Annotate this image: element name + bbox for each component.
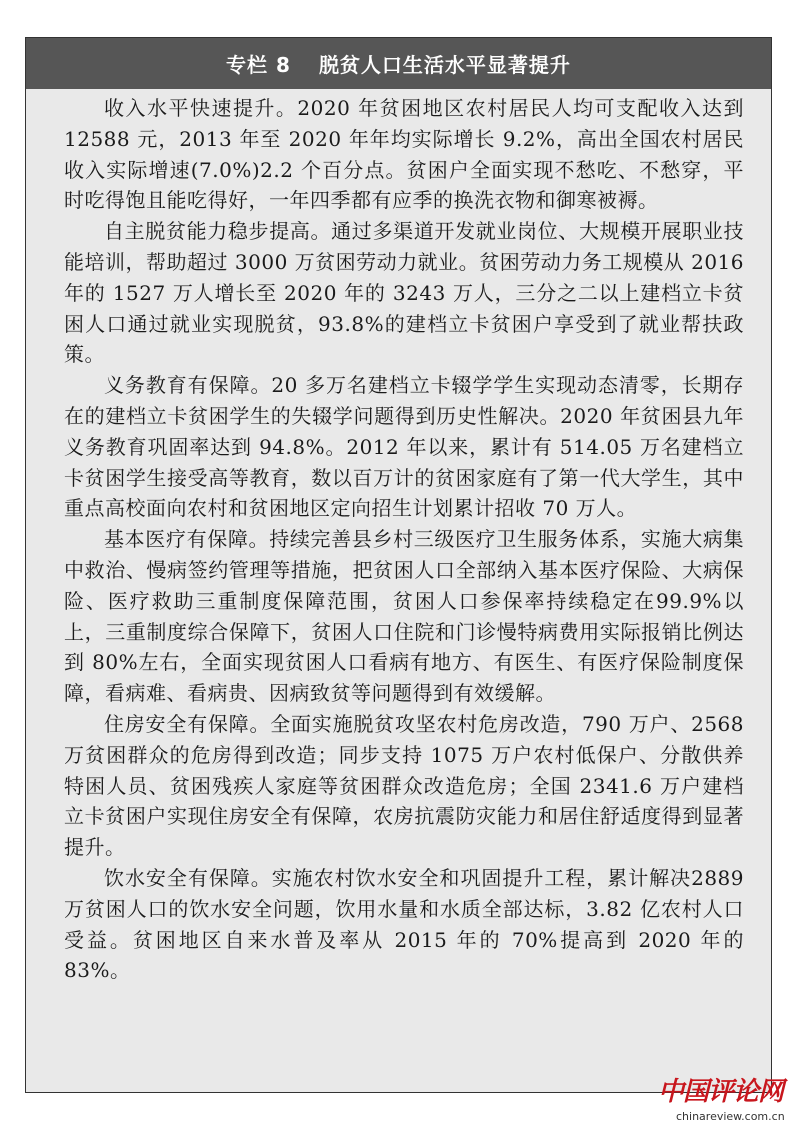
column-box	[25, 37, 772, 1093]
paragraph-housing: 住房安全有保障。全面实施脱贫攻坚农村危房改造，790 万户、2568 万贫困群众的危房得到改造；同步支持 1075 万户农村低保户、分散供养特困人员、贫困残疾人家庭等贫困群众改造危房；全国 2341.6 万户建档立卡贫困户实现住房安全有保障，农房抗震防灾能力和居住舒适度得到显著提升。	[64, 711, 744, 860]
watermark-brand: 中国评论网	[658, 1076, 784, 1107]
watermark-logo	[658, 1072, 800, 1129]
paragraph-self-development: 自主脱贫能力稳步提高。通过多渠道开发就业岗位、大规模开展职业技能培训，帮助超过 3000 万贫困劳动力就业。贫困劳动力务工规模从 2016 年的 1527 万人增长至 2020 年的 3243 万人，三分之二以上建档立卡贫困人口通过就业实现脱贫，93.8%的建档立卡贫困户享受到了就业帮扶政策。	[64, 219, 744, 367]
column-header	[26, 38, 771, 89]
paragraph-income: 收入水平快速提升。2020 年贫困地区农村居民人均可支配收入达到 12588 元，2013 年至 2020 年年均实际增长 9.2%，高出全国农村居民收入实际增速(7.0%)2.2 个百分点。贫困户全面实现不愁吃、不愁穿，平时吃得饱且能吃得好，一年四季都有应季的换洗衣物和御寒被褥。	[64, 96, 744, 213]
paragraph-education: 义务教育有保障。20 多万名建档立卡辍学学生实现动态清零，长期存在的建档立卡贫困学生的失辍学问题得到历史性解决。2020 年贫困县九年义务教育巩固率达到 94.8%。2012 年以来，累计有 514.05 万名建档立卡贫困学生接受高等教育，数以百万计的贫困家庭有了第一代大学生，其中重点高校面向农村和贫困地区定向招生计划累计招收 70 万人。	[64, 373, 744, 521]
column-body	[64, 93, 744, 986]
column-title: 脱贫人口生活水平显著提升	[318, 53, 571, 77]
watermark-url: chinareview.com.cn	[676, 1110, 785, 1123]
paragraph-medical: 基本医疗有保障。持续完善县乡村三级医疗卫生服务体系，实施大病集中救治、慢病签约管理等措施，把贫困人口全部纳入基本医疗保险、大病保险、医疗救助三重制度保障范围，贫困人口参保率持续稳定在99.9%以上，三重制度综合保障下，贫困人口住院和门诊慢特病费用实际报销比例达到 80%左右，全面实现贫困人口看病有地方、有医生、有医疗保险制度保障，看病难、看病贵、因病致贫等问题得到有效缓解。	[64, 527, 744, 706]
column-label: 专栏 8	[226, 53, 291, 77]
paragraph-water: 饮水安全有保障。实施农村饮水安全和巩固提升工程，累计解决2889 万贫困人口的饮水安全问题，饮用水量和水质全部达标，3.82 亿农村人口受益。贫困地区自来水普及率从 2015 年的 70%提高到 2020 年的 83%。	[64, 865, 744, 983]
